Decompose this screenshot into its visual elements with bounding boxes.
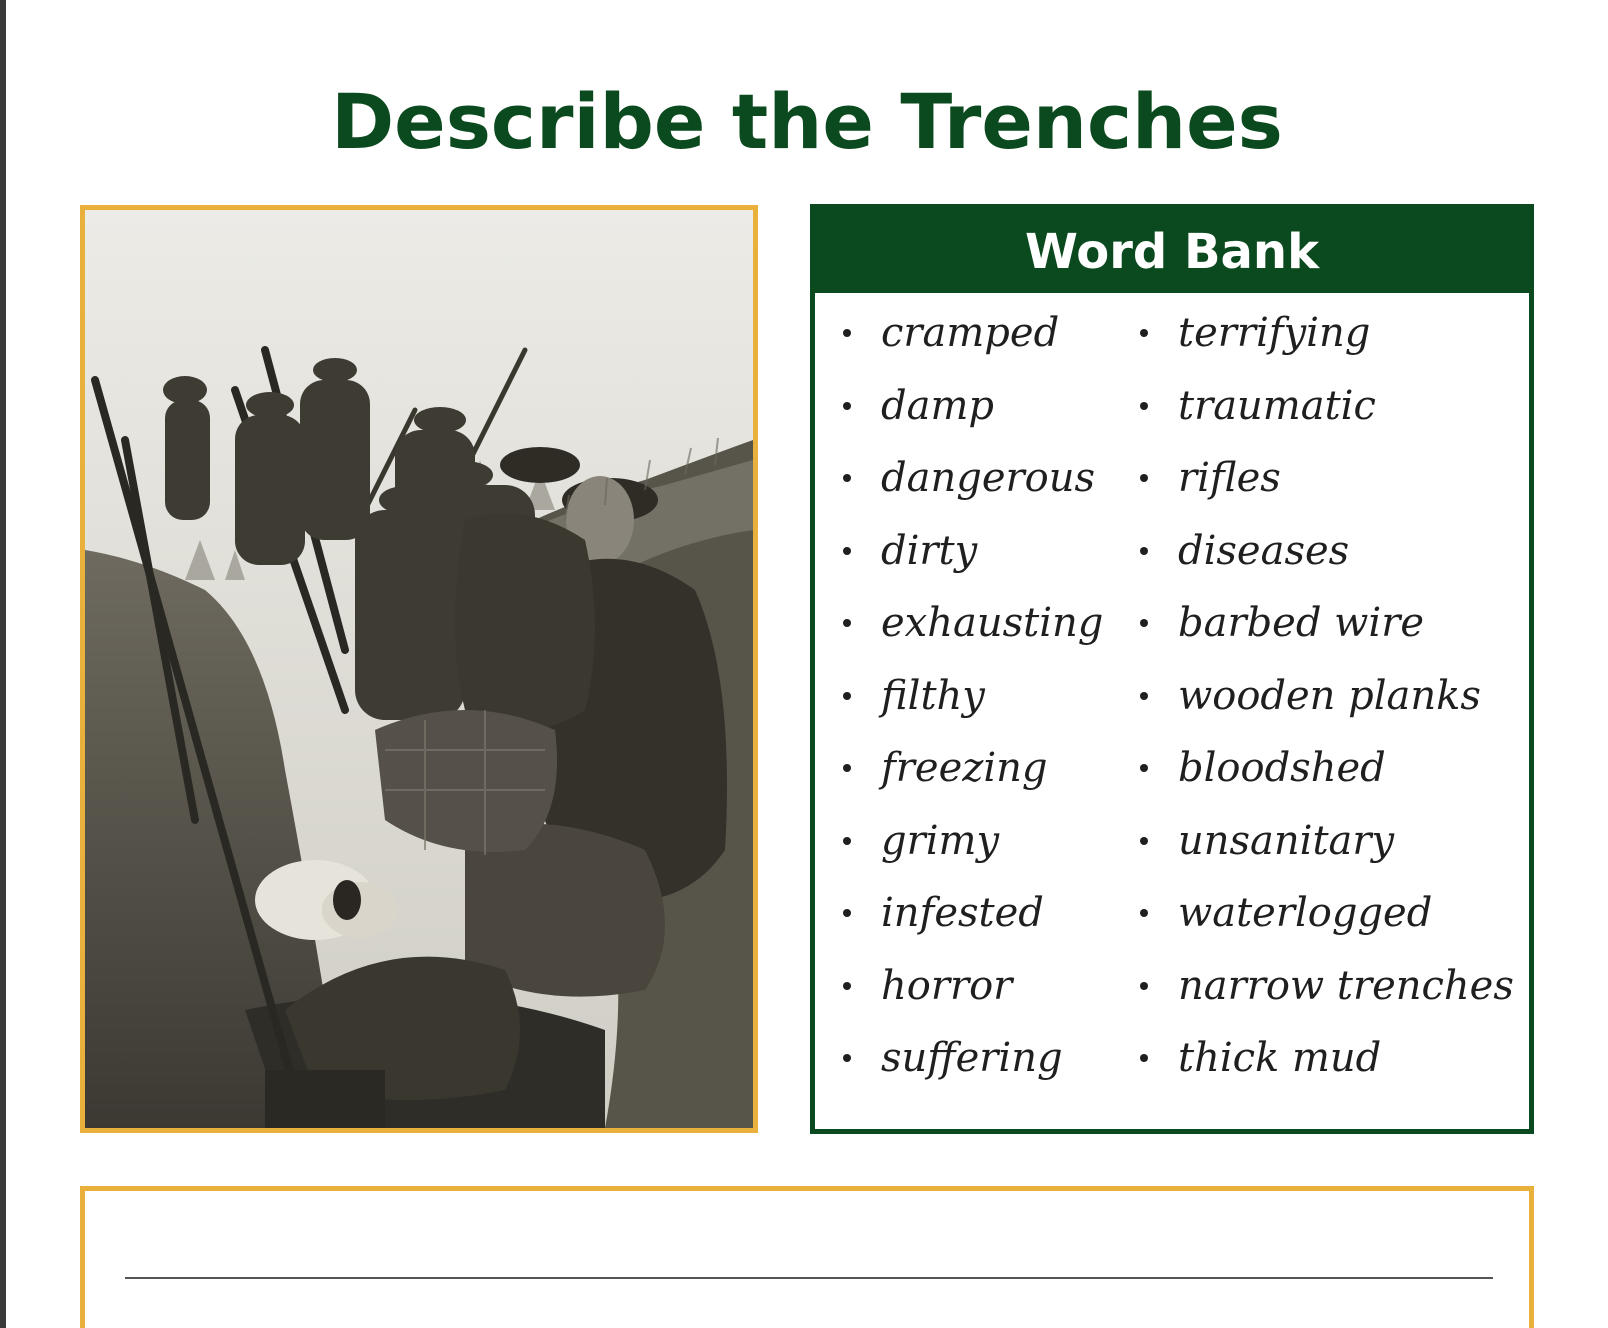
word-item — [843, 877, 1140, 950]
word-text: horror — [881, 962, 1013, 1009]
bullet-icon — [1140, 982, 1148, 990]
bullet-icon — [843, 329, 851, 337]
bullet-icon — [843, 547, 851, 555]
bullet-icon — [1140, 329, 1148, 337]
word-item — [843, 515, 1140, 588]
word-text: damp — [881, 382, 994, 429]
word-item — [1140, 515, 1500, 588]
writing-area[interactable] — [80, 1186, 1534, 1328]
word-item — [843, 805, 1140, 878]
bullet-icon — [1140, 402, 1148, 410]
bullet-icon — [1140, 619, 1148, 627]
word-text: terrifying — [1178, 310, 1371, 357]
bullet-icon — [1140, 692, 1148, 700]
word-text: suffering — [881, 1035, 1063, 1082]
worksheet-page — [6, 0, 1608, 1328]
word-item — [843, 587, 1140, 660]
page-title: Describe the Trenches — [331, 77, 1283, 166]
bullet-icon — [843, 909, 851, 917]
word-text: traumatic — [1178, 382, 1376, 429]
word-text: thick mud — [1178, 1035, 1382, 1082]
word-text: diseases — [1178, 527, 1350, 574]
bullet-icon — [1140, 547, 1148, 555]
word-item — [843, 950, 1140, 1023]
word-item — [1140, 442, 1500, 515]
word-item — [1140, 297, 1500, 370]
word-text: waterlogged — [1178, 890, 1433, 937]
bullet-icon — [843, 1054, 851, 1062]
bullet-icon — [843, 474, 851, 482]
bullet-icon — [1140, 909, 1148, 917]
word-text: infested — [881, 890, 1044, 937]
word-item — [1140, 370, 1500, 443]
word-text: exhausting — [881, 600, 1104, 647]
word-item — [843, 732, 1140, 805]
trench-photo — [80, 205, 758, 1133]
word-item — [843, 660, 1140, 733]
bullet-icon — [843, 764, 851, 772]
word-text: rifles — [1178, 455, 1281, 502]
word-item — [1140, 587, 1500, 660]
word-text: dirty — [881, 527, 978, 574]
bullet-icon — [1140, 1054, 1148, 1062]
word-item — [1140, 950, 1514, 1023]
word-bank-columns — [815, 293, 1529, 1095]
word-text: dangerous — [881, 455, 1095, 502]
trench-photo-illustration — [85, 210, 753, 1128]
bullet-icon — [1140, 837, 1148, 845]
bullet-icon — [843, 982, 851, 990]
word-item — [1140, 732, 1500, 805]
word-bank-header: Word Bank — [815, 209, 1529, 293]
bullet-icon — [843, 692, 851, 700]
word-text: freezing — [881, 745, 1048, 792]
word-text: barbed wire — [1178, 600, 1424, 647]
bullet-icon — [843, 402, 851, 410]
word-item — [843, 442, 1140, 515]
word-text: wooden planks — [1178, 672, 1481, 719]
word-text: grimy — [881, 817, 1000, 864]
word-item — [1140, 805, 1500, 878]
word-text: cramped — [881, 310, 1060, 357]
word-bank-column-1 — [843, 297, 1140, 1095]
bullet-icon — [1140, 764, 1148, 772]
word-bank-column-2 — [1140, 297, 1514, 1095]
bullet-icon — [843, 619, 851, 627]
word-item — [843, 370, 1140, 443]
word-item — [843, 1022, 1140, 1095]
writing-line — [125, 1277, 1493, 1279]
word-text: filthy — [881, 672, 985, 719]
word-bank — [810, 204, 1534, 1134]
word-item — [843, 297, 1140, 370]
word-text: unsanitary — [1178, 817, 1395, 864]
bullet-icon — [1140, 474, 1148, 482]
word-text: narrow trenches — [1178, 962, 1514, 1009]
word-item — [1140, 660, 1500, 733]
word-item — [1140, 877, 1500, 950]
word-item — [1140, 1022, 1500, 1095]
word-text: bloodshed — [1178, 745, 1386, 792]
bullet-icon — [843, 837, 851, 845]
